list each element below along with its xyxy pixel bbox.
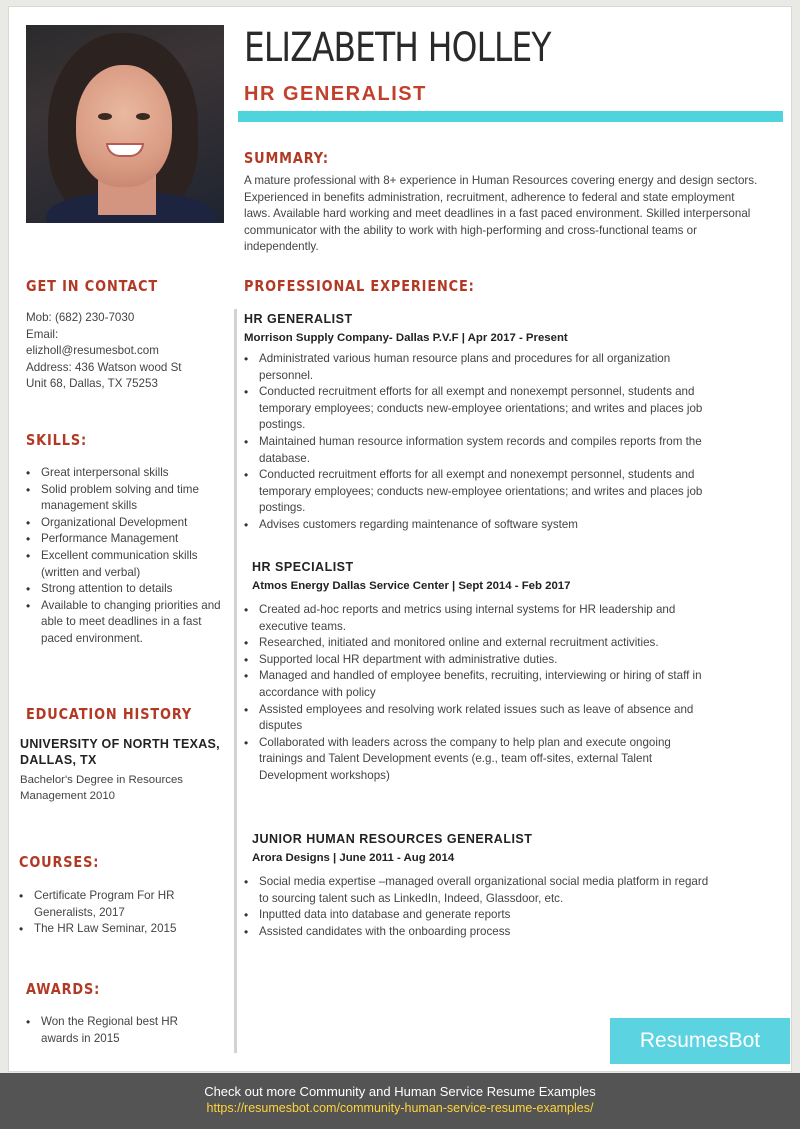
list-item: • Researched, initiated and monitored online and external recruitment activities. — [244, 635, 709, 652]
footer-bar — [0, 1073, 800, 1129]
footer-link[interactable]: https://resumesbot.com/community-human-service-resume-examples/ — [206, 1101, 594, 1115]
footer-text: Check out more Community and Human Service Resume Examples — [204, 1084, 596, 1099]
job-bullets — [244, 874, 714, 940]
list-item: • Assisted candidates with the onboarding process — [244, 924, 714, 941]
list-item: • Great interpersonal skills — [26, 465, 226, 482]
contact-email: elizholl@resumesbot.com — [26, 344, 159, 358]
list-item: • Performance Management — [26, 531, 226, 548]
column-divider — [234, 309, 237, 1053]
list-item: • Social media expertise –managed overall organizational social media platform in regard to sourcing talent such as LinkedIn, Indeed, Glassdoor, etc. — [244, 874, 714, 907]
awards-heading: AWARDS: — [26, 980, 101, 998]
job-bullets — [244, 602, 709, 785]
contact-address-line1: Address: 436 Watson wood St — [26, 360, 182, 374]
job-title: HR SPECIALIST — [252, 560, 354, 574]
courses-heading: COURSES: — [19, 853, 100, 871]
job-meta: Atmos Energy Dallas Service Center | Sept 2014 - Feb 2017 — [252, 580, 571, 592]
list-item: • Conducted recruitment efforts for all exempt and nonexempt personnel, students and temporary employees; conducts new-employee orientations; and writes and places job postings. — [244, 384, 709, 434]
education-heading: EDUCATION HISTORY — [26, 705, 193, 723]
contact-block — [26, 310, 231, 393]
job-title: JUNIOR HUMAN RESOURCES GENERALIST — [252, 832, 533, 846]
list-item: • Assisted employees and resolving work related issues such as leave of absence and disputes — [244, 702, 709, 735]
courses-list — [19, 888, 219, 938]
list-item: • Managed and handled of employee benefits, recruiting, interviewing or hiring of staff in accordance with policy — [244, 668, 709, 701]
resumesbot-badge[interactable]: ResumesBot — [610, 1018, 790, 1064]
job-meta: Morrison Supply Company- Dallas P.V.F | Apr 2017 - Present — [244, 332, 568, 344]
list-item: • Supported local HR department with administrative duties. — [244, 652, 709, 669]
job-title: HR GENERALIST — [244, 312, 353, 326]
list-item: • The HR Law Seminar, 2015 — [19, 921, 219, 938]
list-item: • Maintained human resource information system records and compiles reports from the database. — [244, 434, 709, 467]
job-meta: Arora Designs | June 2011 - Aug 2014 — [252, 852, 455, 864]
list-item: • Conducted recruitment efforts for all exempt and nonexempt personnel, students and temporary employees; conducts new-employee orientations; and writes and places job postings. — [244, 467, 709, 517]
list-item: • Created ad-hoc reports and metrics using internal systems for HR leadership and executive teams. — [244, 602, 709, 635]
list-item: • Strong attention to details — [26, 581, 226, 598]
candidate-title: HR GENERALIST — [244, 83, 427, 105]
experience-heading: PROFESSIONAL EXPERIENCE: — [244, 277, 475, 295]
education-school: UNIVERSITY OF NORTH TEXAS, DALLAS, TX — [20, 737, 220, 767]
list-item: • Collaborated with leaders across the company to help plan and execute ongoing trainings and Talent Development events (e.g., team off-sites, external Talent Development workshops) — [244, 735, 709, 785]
list-item: • Advises customers regarding maintenance of software system — [244, 517, 709, 534]
contact-email-label: Email: — [26, 327, 59, 341]
summary-heading: SUMMARY: — [244, 149, 329, 167]
list-item: • Inputted data into database and generate reports — [244, 907, 714, 924]
job-bullets — [244, 351, 709, 534]
accent-bar — [238, 111, 783, 122]
list-item: • Certificate Program For HR Generalists, 2017 — [19, 888, 219, 921]
list-item: • Excellent communication skills (written and verbal) — [26, 548, 226, 581]
contact-mobile: Mob: (682) 230-7030 — [26, 311, 135, 324]
awards-list — [26, 1014, 216, 1047]
skills-list — [26, 465, 226, 648]
contact-address-line2: Unit 68, Dallas, TX 75253 — [26, 377, 158, 391]
profile-photo — [26, 25, 224, 223]
summary-text: A mature professional with 8+ experience in Human Resources covering energy and design sectors. Experienced in benefits administration, recruitment, adherence to federal and state employment laws. Available hard working and meet deadlines in a fast paced environment. Skilled interpersonal communicator with the ability to work with high-performing and cross-functional teams or independently. — [244, 174, 758, 254]
resume-page — [8, 6, 792, 1072]
list-item: • Administrated various human resource plans and procedures for all organization personnel. — [244, 351, 709, 384]
list-item: • Solid problem solving and time management skills — [26, 482, 226, 515]
contact-heading: GET IN CONTACT — [26, 277, 159, 295]
skills-heading: SKILLS: — [26, 431, 88, 449]
list-item: • Organizational Development — [26, 515, 226, 532]
education-degree: Bachelor's Degree in Resources Management 2010 — [20, 774, 183, 802]
candidate-name: ELIZABETH HOLLEY — [244, 25, 551, 71]
list-item: • Available to changing priorities and able to meet deadlines in a fast paced environment. — [26, 598, 226, 648]
list-item: • Won the Regional best HR awards in 2015 — [26, 1014, 216, 1047]
